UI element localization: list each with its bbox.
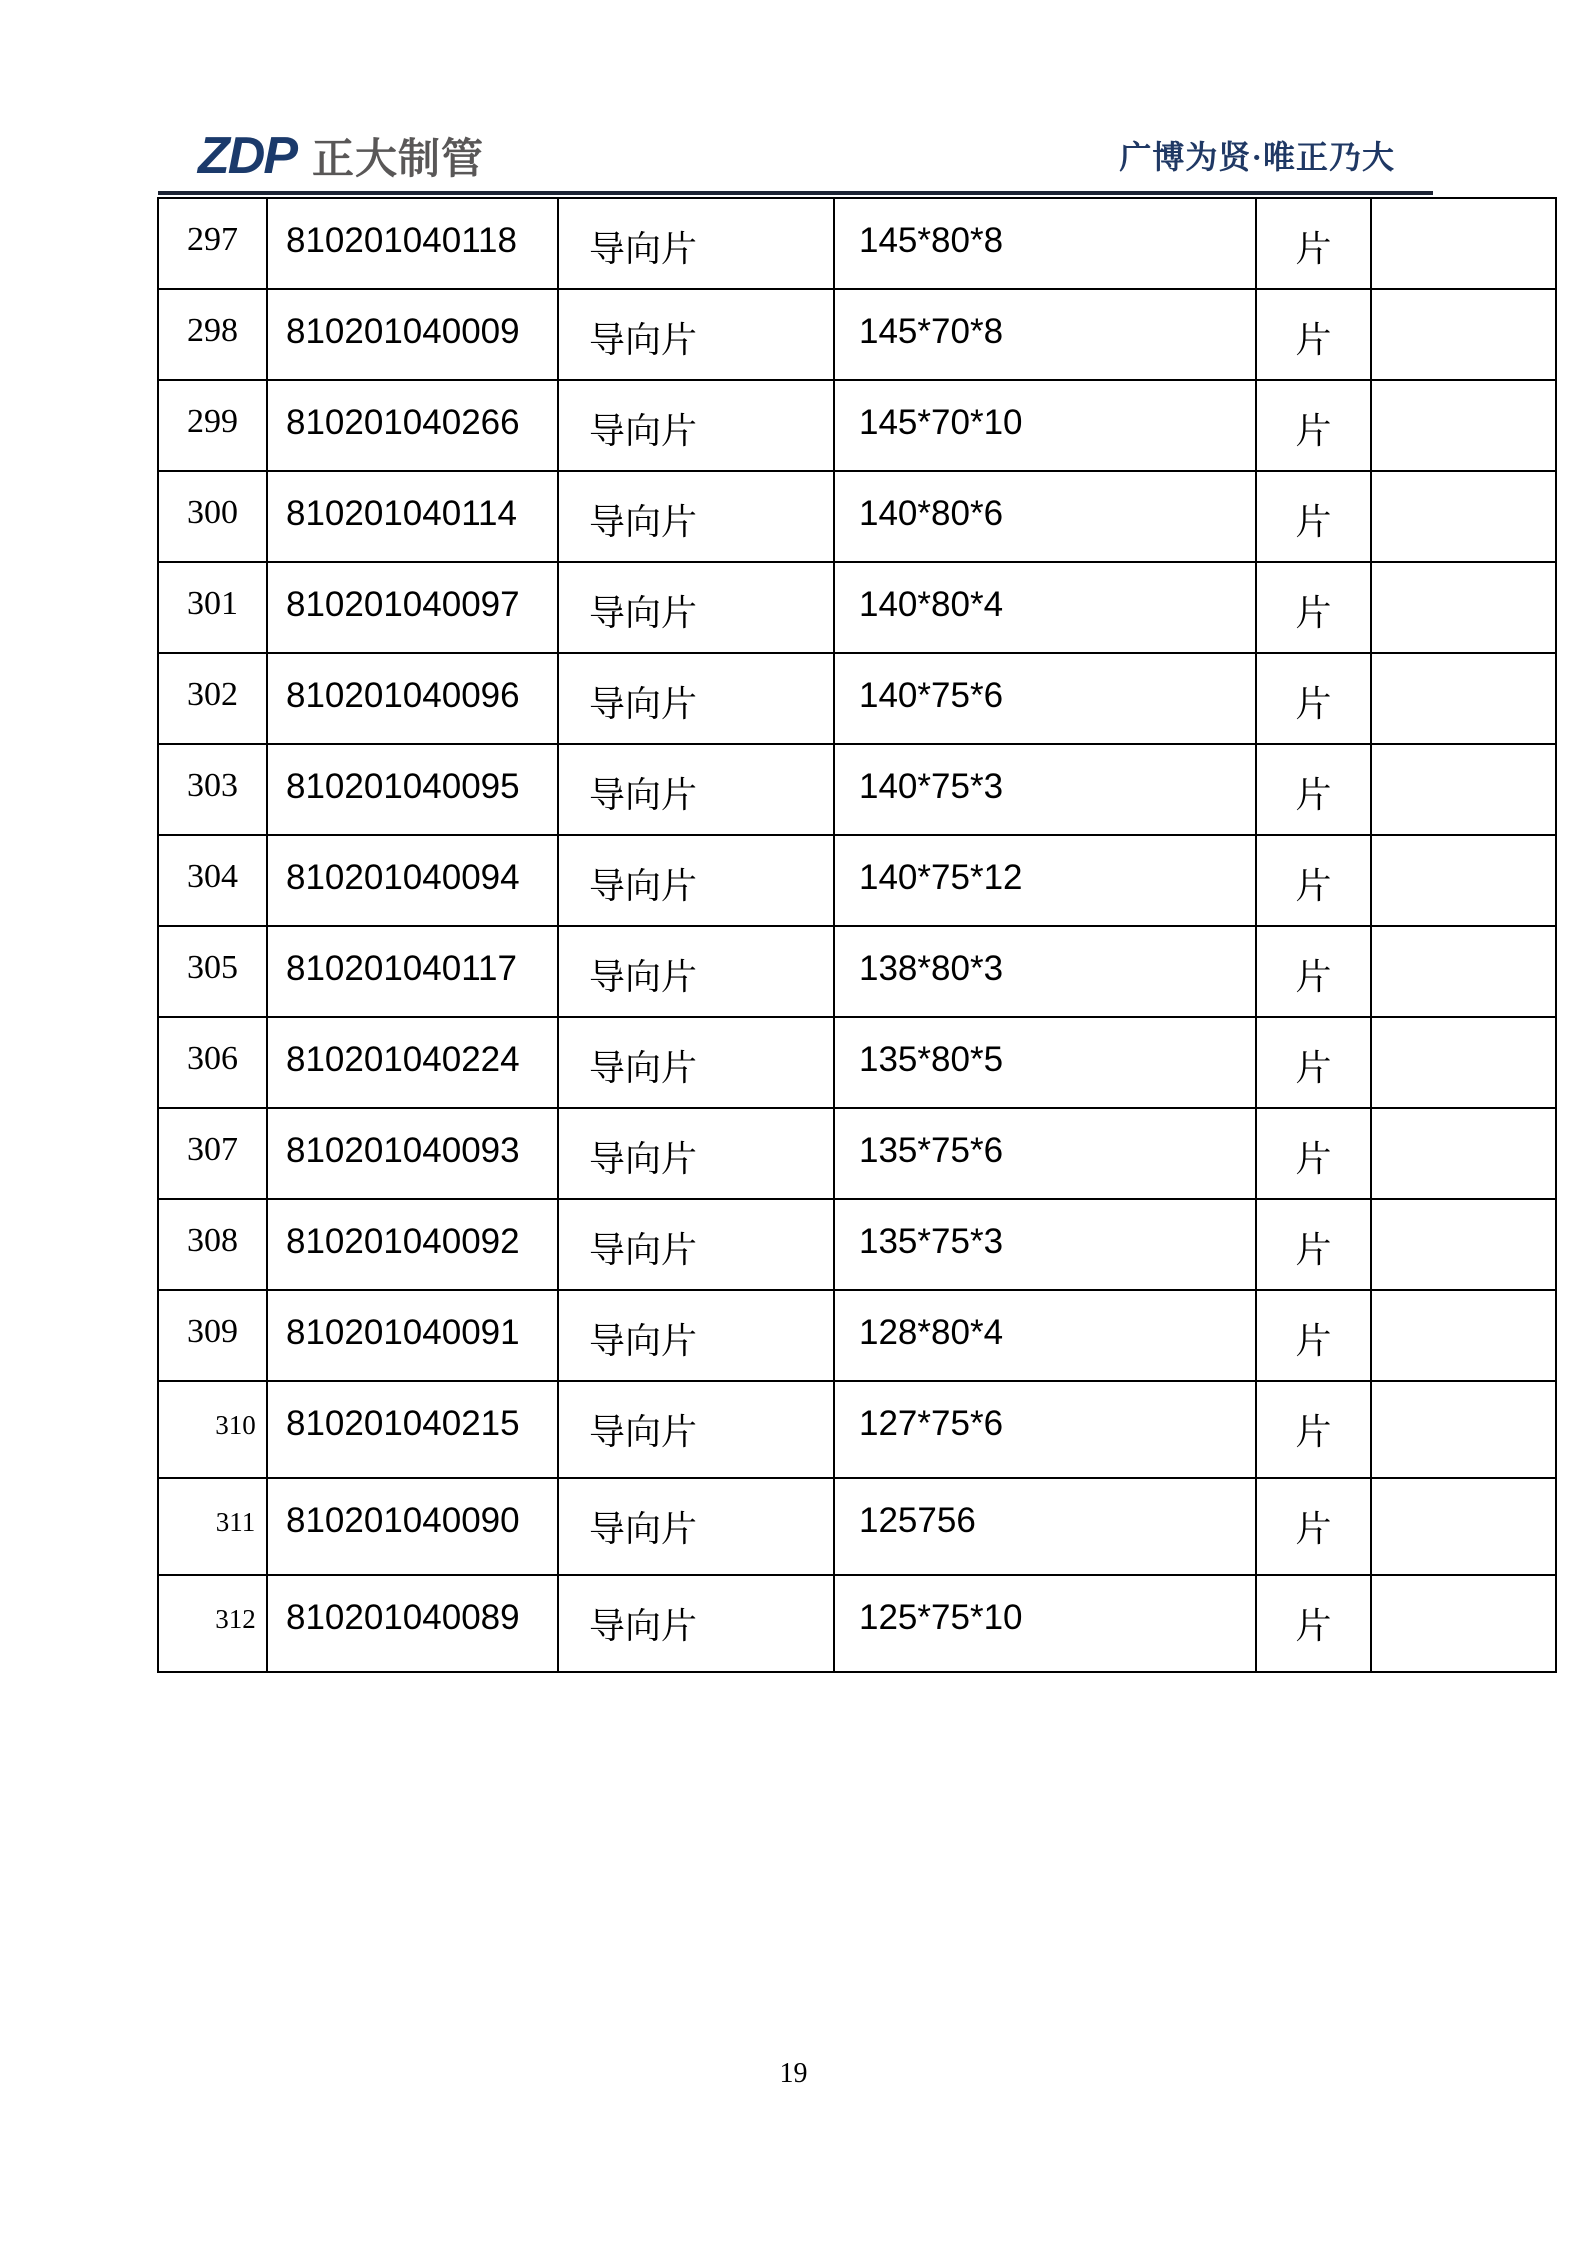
parts-table-body xyxy=(158,198,1556,1672)
remark-cell xyxy=(1371,380,1556,471)
part-code-cell: 810201040094 xyxy=(267,835,558,926)
remark-cell xyxy=(1371,1478,1556,1575)
part-name-cell: 导向片 xyxy=(558,1017,834,1108)
table-row xyxy=(158,744,1556,835)
row-number-cell: 310 xyxy=(158,1381,267,1478)
part-code-cell: 810201040266 xyxy=(267,380,558,471)
row-number-cell: 304 xyxy=(158,835,267,926)
remark-cell xyxy=(1371,1381,1556,1478)
part-code-cell: 810201040090 xyxy=(267,1478,558,1575)
part-name-cell: 导向片 xyxy=(558,1478,834,1575)
part-code-cell: 810201040117 xyxy=(267,926,558,1017)
remark-cell xyxy=(1371,289,1556,380)
unit-cell: 片 xyxy=(1256,471,1371,562)
remark-cell xyxy=(1371,1199,1556,1290)
part-code-cell: 810201040092 xyxy=(267,1199,558,1290)
unit-cell: 片 xyxy=(1256,1199,1371,1290)
table-row xyxy=(158,1199,1556,1290)
part-name-cell: 导向片 xyxy=(558,1199,834,1290)
table-row xyxy=(158,926,1556,1017)
table-row xyxy=(158,1478,1556,1575)
remark-cell xyxy=(1371,471,1556,562)
part-name-cell: 导向片 xyxy=(558,1575,834,1672)
table-row xyxy=(158,380,1556,471)
spec-cell: 145*70*8 xyxy=(834,289,1256,380)
unit-cell: 片 xyxy=(1256,198,1371,289)
spec-cell: 127*75*6 xyxy=(834,1381,1256,1478)
row-number-cell: 306 xyxy=(158,1017,267,1108)
part-code-cell: 810201040097 xyxy=(267,562,558,653)
row-number-cell: 305 xyxy=(158,926,267,1017)
row-number-cell: 301 xyxy=(158,562,267,653)
part-code-cell: 810201040118 xyxy=(267,198,558,289)
part-name-cell: 导向片 xyxy=(558,471,834,562)
spec-cell: 125*75*10 xyxy=(834,1575,1256,1672)
unit-cell: 片 xyxy=(1256,835,1371,926)
remark-cell xyxy=(1371,198,1556,289)
spec-cell: 138*80*3 xyxy=(834,926,1256,1017)
part-name-cell: 导向片 xyxy=(558,653,834,744)
unit-cell: 片 xyxy=(1256,1478,1371,1575)
page-number: 19 xyxy=(779,2058,808,2089)
remark-cell xyxy=(1371,1290,1556,1381)
table-row xyxy=(158,198,1556,289)
remark-cell xyxy=(1371,653,1556,744)
part-code-cell: 810201040009 xyxy=(267,289,558,380)
spec-cell: 135*80*5 xyxy=(834,1017,1256,1108)
part-name-cell: 导向片 xyxy=(558,380,834,471)
logo-company-name: 正大制管 xyxy=(312,135,485,182)
row-number-cell: 308 xyxy=(158,1199,267,1290)
table-row xyxy=(158,835,1556,926)
part-code-cell: 810201040089 xyxy=(267,1575,558,1672)
spec-cell: 128*80*4 xyxy=(834,1290,1256,1381)
spec-cell: 140*80*6 xyxy=(834,471,1256,562)
spec-cell: 135*75*3 xyxy=(834,1199,1256,1290)
part-name-cell: 导向片 xyxy=(558,1381,834,1478)
part-name-cell: 导向片 xyxy=(558,744,834,835)
row-number-cell: 312 xyxy=(158,1575,267,1672)
row-number-cell: 297 xyxy=(158,198,267,289)
part-name-cell: 导向片 xyxy=(558,926,834,1017)
unit-cell: 片 xyxy=(1256,562,1371,653)
unit-cell: 片 xyxy=(1256,1381,1371,1478)
part-name-cell: 导向片 xyxy=(558,1290,834,1381)
row-number-cell: 299 xyxy=(158,380,267,471)
table-row xyxy=(158,653,1556,744)
row-number-cell: 303 xyxy=(158,744,267,835)
unit-cell: 片 xyxy=(1256,1290,1371,1381)
unit-cell: 片 xyxy=(1256,1575,1371,1672)
parts-table xyxy=(157,197,1557,1673)
part-code-cell: 810201040091 xyxy=(267,1290,558,1381)
spec-cell: 140*75*6 xyxy=(834,653,1256,744)
table-row xyxy=(158,471,1556,562)
spec-cell: 140*75*12 xyxy=(834,835,1256,926)
spec-cell: 135*75*6 xyxy=(834,1108,1256,1199)
table-row xyxy=(158,1575,1556,1672)
spec-cell: 145*80*8 xyxy=(834,198,1256,289)
table-row xyxy=(158,1017,1556,1108)
part-code-cell: 810201040093 xyxy=(267,1108,558,1199)
part-name-cell: 导向片 xyxy=(558,835,834,926)
row-number-cell: 300 xyxy=(158,471,267,562)
table-row xyxy=(158,562,1556,653)
table-row xyxy=(158,1108,1556,1199)
company-motto: 广博为贤·唯正乃大 xyxy=(1119,139,1395,175)
part-name-cell: 导向片 xyxy=(558,198,834,289)
header-divider xyxy=(158,191,1433,195)
remark-cell xyxy=(1371,835,1556,926)
table-row xyxy=(158,1290,1556,1381)
part-code-cell: 810201040215 xyxy=(267,1381,558,1478)
unit-cell: 片 xyxy=(1256,1017,1371,1108)
remark-cell xyxy=(1371,1575,1556,1672)
part-code-cell: 810201040095 xyxy=(267,744,558,835)
part-code-cell: 810201040114 xyxy=(267,471,558,562)
part-name-cell: 导向片 xyxy=(558,289,834,380)
unit-cell: 片 xyxy=(1256,1108,1371,1199)
spec-cell: 145*70*10 xyxy=(834,380,1256,471)
table-row xyxy=(158,1381,1556,1478)
unit-cell: 片 xyxy=(1256,653,1371,744)
unit-cell: 片 xyxy=(1256,289,1371,380)
table-row xyxy=(158,289,1556,380)
unit-cell: 片 xyxy=(1256,744,1371,835)
logo-zdp-mark: ZDP xyxy=(198,127,296,185)
row-number-cell: 298 xyxy=(158,289,267,380)
unit-cell: 片 xyxy=(1256,380,1371,471)
unit-cell: 片 xyxy=(1256,926,1371,1017)
remark-cell xyxy=(1371,562,1556,653)
spec-cell: 125756 xyxy=(834,1478,1256,1575)
spec-cell: 140*80*4 xyxy=(834,562,1256,653)
company-logo xyxy=(198,127,485,185)
remark-cell xyxy=(1371,744,1556,835)
row-number-cell: 309 xyxy=(158,1290,267,1381)
part-name-cell: 导向片 xyxy=(558,562,834,653)
remark-cell xyxy=(1371,1108,1556,1199)
remark-cell xyxy=(1371,1017,1556,1108)
part-code-cell: 810201040096 xyxy=(267,653,558,744)
remark-cell xyxy=(1371,926,1556,1017)
part-code-cell: 810201040224 xyxy=(267,1017,558,1108)
row-number-cell: 307 xyxy=(158,1108,267,1199)
row-number-cell: 302 xyxy=(158,653,267,744)
row-number-cell: 311 xyxy=(158,1478,267,1575)
part-name-cell: 导向片 xyxy=(558,1108,834,1199)
spec-cell: 140*75*3 xyxy=(834,744,1256,835)
